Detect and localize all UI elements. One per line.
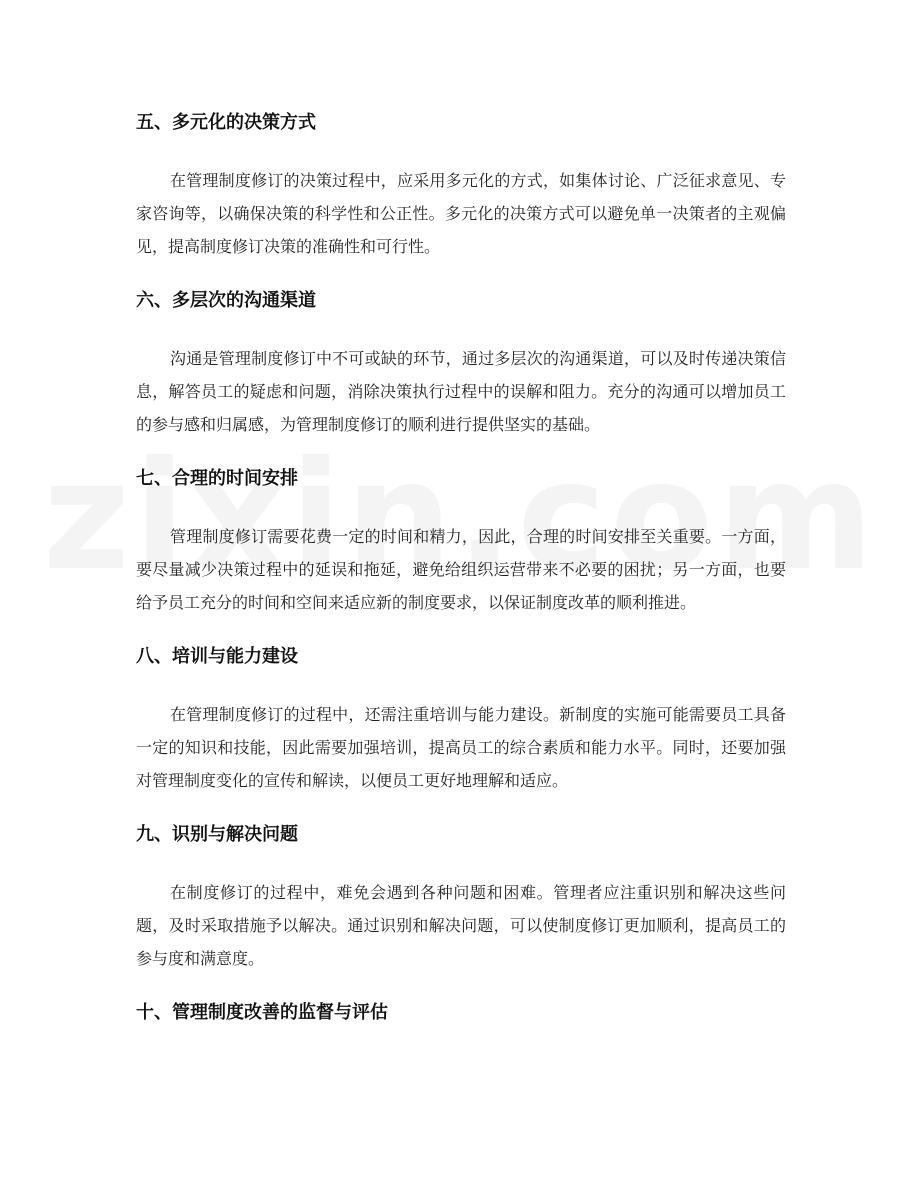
section-heading: 十、管理制度改善的监督与评估 — [136, 1002, 388, 1023]
section-paragraph: 管理制度修订需要花费一定的时间和精力，因此，合理的时间安排至关重要。一方面，要尽量减少决策过程中的延误和拖延，避免给组织运营带来不必要的困扰；另一方面，也要给予员工充分的时间和空间来适应新的制度要求，以保证制度改革的顺利推进。 — [136, 527, 786, 612]
document-content — [136, 110, 786, 1054]
section-heading: 九、识别与解决问题 — [136, 824, 298, 845]
section-heading: 五、多元化的决策方式 — [136, 112, 316, 133]
section-paragraph: 沟通是管理制度修订中不可或缺的环节，通过多层次的沟通渠道，可以及时传递决策信息，解答员工的疑虑和问题，消除决策执行过程中的误解和阻力。充分的沟通可以增加员工的参与感和归属感，为管理制度修订的顺利进行提供坚实的基础。 — [136, 349, 786, 434]
section-5 — [136, 110, 786, 263]
section-9 — [136, 822, 786, 975]
section-paragraph: 在管理制度修订的过程中，还需注重培训与能力建设。新制度的实施可能需要员工具备一定的知识和技能，因此需要加强培训，提高员工的综合素质和能力水平。同时，还要加强对管理制度变化的宣传和解读，以便员工更好地理解和适应。 — [136, 705, 786, 790]
section-7 — [136, 466, 786, 619]
section-paragraph: 在管理制度修订的决策过程中，应采用多元化的方式，如集体讨论、广泛征求意见、专家咨询等，以确保决策的科学性和公正性。多元化的决策方式可以避免单一决策者的主观偏见，提高制度修订决策的准确性和可行性。 — [136, 171, 786, 256]
section-heading: 六、多层次的沟通渠道 — [136, 290, 316, 311]
section-heading: 七、合理的时间安排 — [136, 468, 298, 489]
section-heading: 八、培训与能力建设 — [136, 646, 298, 667]
section-6 — [136, 288, 786, 441]
section-paragraph: 在制度修订的过程中，难免会遇到各种问题和困难。管理者应注重识别和解决这些问题，及时采取措施予以解决。通过识别和解决问题，可以使制度修订更加顺利，提高员工的参与度和满意度。 — [136, 883, 786, 968]
section-8 — [136, 644, 786, 797]
section-10 — [136, 1000, 786, 1026]
